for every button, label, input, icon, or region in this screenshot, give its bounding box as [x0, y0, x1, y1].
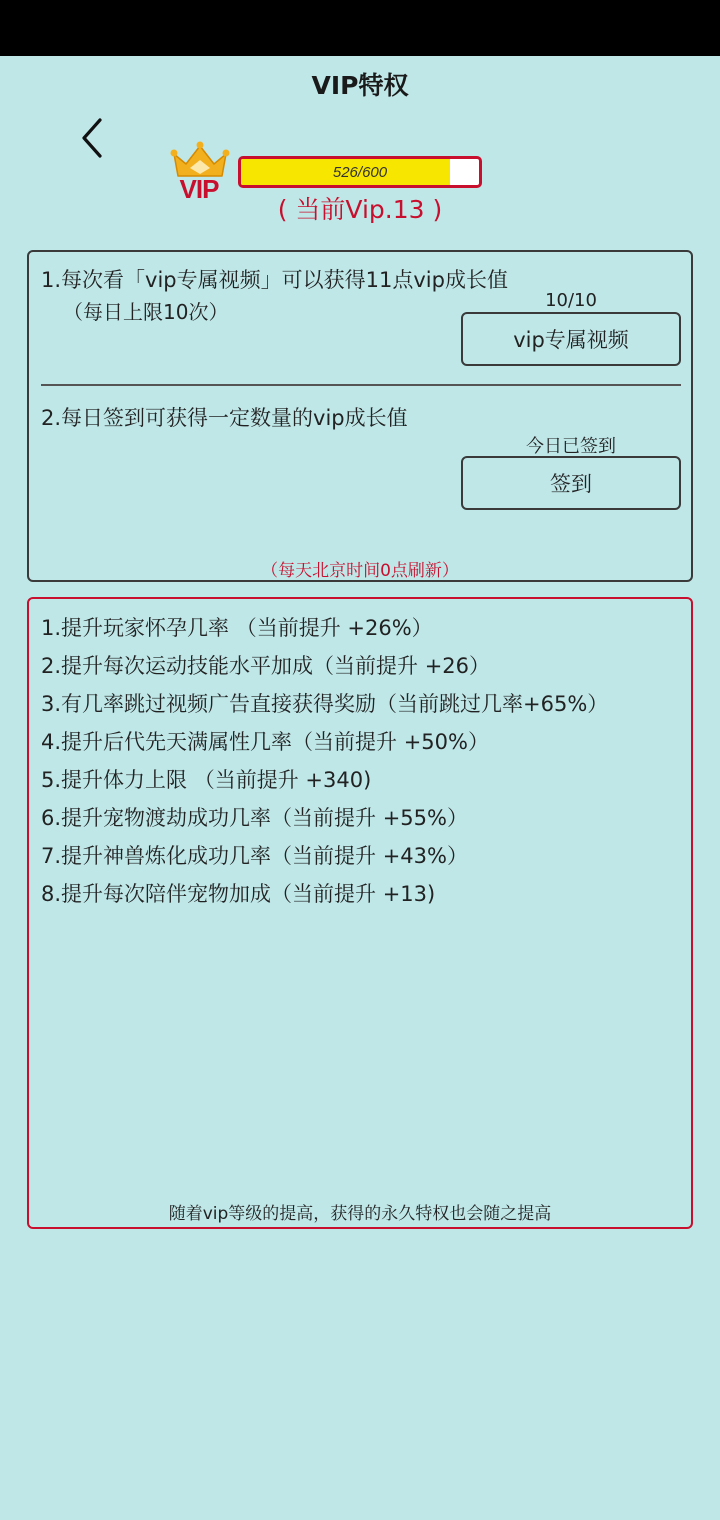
checkin-button[interactable]: 签到	[461, 456, 681, 510]
perk-item: 2.提升每次运动技能水平加成（当前提升 +26）	[41, 654, 491, 678]
vip-progress-label: 526/600	[332, 163, 388, 181]
perk-item: 3.有几率跳过视频广告直接获得奖励（当前跳过几率+65%）	[41, 692, 609, 716]
vip-video-button[interactable]: vip专属视频	[461, 312, 681, 366]
perks-footer-note: 随着vip等级的提高，获得的永久特权也会随之提高	[168, 1204, 552, 1224]
perk-item: 7.提升神兽炼化成功几率（当前提升 +43%）	[41, 844, 468, 868]
chevron-left-icon	[72, 112, 120, 164]
checkin-status: 今日已签到	[526, 436, 616, 457]
vip-perks-panel	[27, 597, 693, 1229]
vip-logo-text: VIP	[179, 174, 219, 204]
task-video-limit: （每日上限10次）	[63, 300, 229, 324]
vip-logo	[168, 140, 232, 206]
perk-item: 5.提升体力上限 （当前提升 +340)	[41, 768, 372, 792]
current-vip-level: ( 当前Vip.13 )	[277, 195, 443, 224]
perk-item: 1.提升玩家怀孕几率 （当前提升 +26%）	[41, 616, 433, 640]
perk-item: 8.提升每次陪伴宠物加成（当前提升 +13)	[41, 882, 436, 906]
refresh-note: （每天北京时间0点刷新）	[261, 561, 459, 581]
vip-progress-bar	[238, 156, 482, 188]
divider	[41, 384, 681, 386]
video-counter: 10/10	[545, 290, 597, 311]
perk-list	[41, 609, 611, 913]
growth-tasks-panel	[27, 250, 693, 582]
page-title: VIP特权	[311, 71, 409, 100]
back-button[interactable]	[72, 112, 120, 164]
perk-item: 4.提升后代先天满属性几率（当前提升 +50%）	[41, 730, 489, 754]
task-checkin-description: 2.每日签到可获得一定数量的vip成长值	[41, 406, 408, 430]
status-bar	[0, 0, 720, 56]
perk-item: 6.提升宠物渡劫成功几率（当前提升 +55%）	[41, 806, 468, 830]
task-video-description: 1.每次看「vip专属视频」可以获得11点vip成长值	[41, 268, 508, 292]
